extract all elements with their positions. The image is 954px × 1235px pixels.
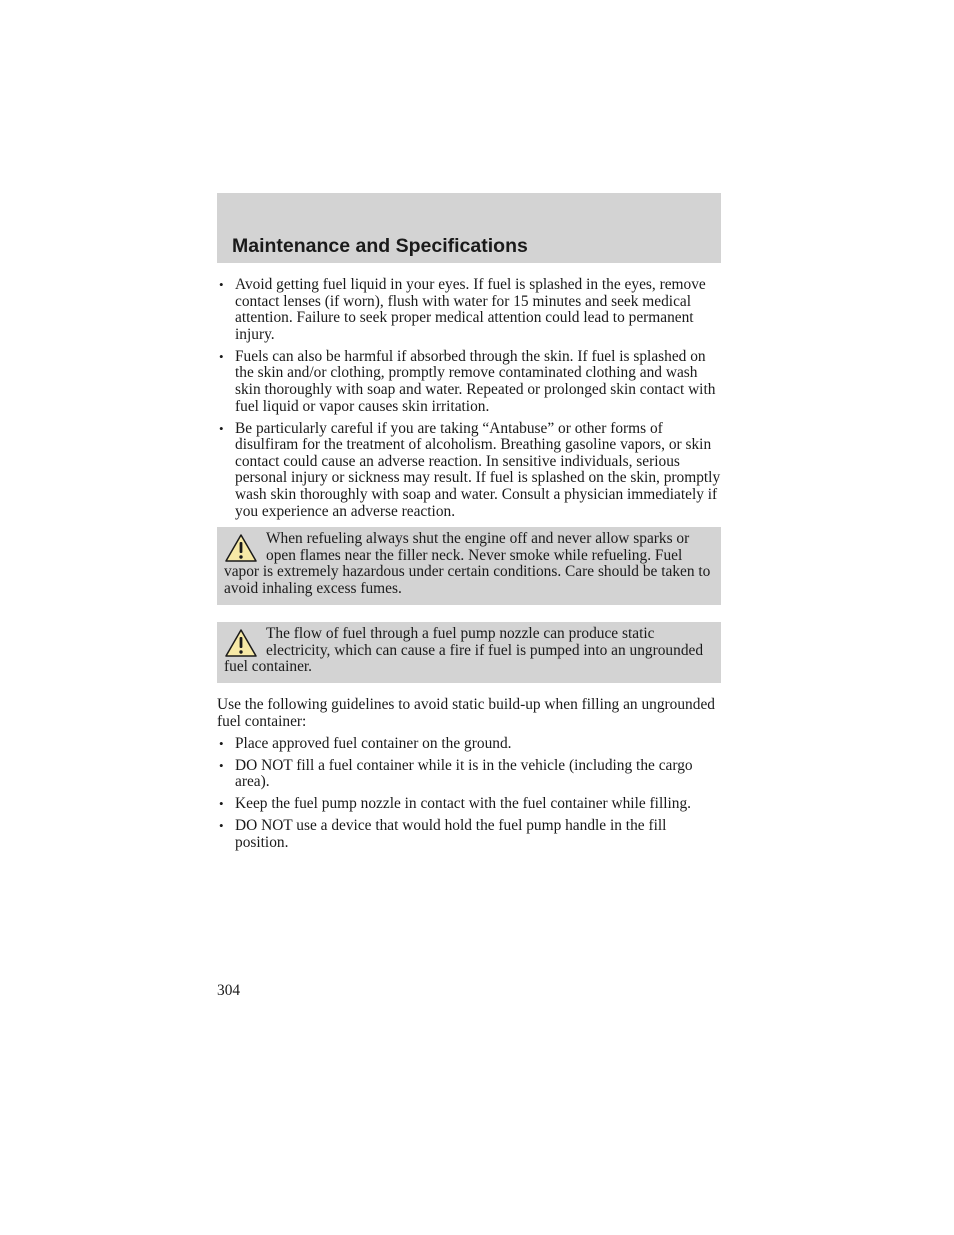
warning-box-static bbox=[217, 622, 721, 683]
list-item bbox=[217, 818, 721, 851]
bullet-list-bottom bbox=[217, 736, 721, 852]
bullet-glyph: • bbox=[219, 796, 224, 812]
list-item bbox=[217, 796, 721, 813]
bullet-glyph: • bbox=[219, 818, 224, 834]
list-item bbox=[217, 736, 721, 753]
section-header-band bbox=[217, 193, 721, 263]
section-title: Maintenance and Specifications bbox=[232, 235, 528, 257]
bullet-list-top bbox=[217, 277, 721, 520]
warning-text: The flow of fuel through a fuel pump nozzle can produce static electricity, which can cause a fire if fuel is pumped into an ungrounded fuel container. bbox=[224, 625, 704, 676]
list-item bbox=[217, 421, 721, 521]
warning-triangle-icon bbox=[224, 628, 258, 658]
page-number: 304 bbox=[217, 982, 241, 999]
list-item-text: DO NOT use a device that would hold the fuel pump handle in the fill position. bbox=[235, 817, 667, 851]
warning-box-refueling bbox=[217, 527, 721, 605]
list-item-text: Place approved fuel container on the ground. bbox=[235, 734, 512, 752]
list-item-text: Keep the fuel pump nozzle in contact with the fuel container while filling. bbox=[235, 795, 692, 813]
bullet-glyph: • bbox=[219, 420, 224, 436]
bullet-glyph: • bbox=[219, 348, 224, 364]
list-item-text: Be particularly careful if you are taking “Antabuse” or other forms of disulfiram for the treatment of alcoholism. Breathing gasoline vapors, or skin contact could cause an adverse reaction. In sensitive individuals, serious personal injury or sickness may result. If fuel is splashed on the skin, promptly wash skin thoroughly with soap and water. Consult a physician immediately if you experience an adverse reaction. bbox=[235, 419, 721, 520]
bullet-glyph: • bbox=[219, 277, 224, 292]
list-item bbox=[217, 349, 721, 415]
warning-text: When refueling always shut the engine off and never allow sparks or open flames near the filler neck. Never smoke while refueling. Fuel vapor is extremely hazardous under certain conditions. Care should be taken to avoid inhaling excess fumes. bbox=[224, 530, 711, 597]
guidelines-intro bbox=[217, 697, 721, 730]
intro-text: Use the following guidelines to avoid static build-up when filling an ungrounded fuel container: bbox=[217, 696, 715, 730]
list-item bbox=[217, 277, 721, 343]
page-content bbox=[217, 277, 721, 857]
bullet-glyph: • bbox=[219, 735, 224, 751]
list-item-text: Fuels can also be harmful if absorbed through the skin. If fuel is splashed on the skin and/or clothing, promptly remove contaminated clothing and wash skin thoroughly with soap and water. Repeated or prolonged skin contact with fuel liquid or vapor causes skin irritation. bbox=[235, 347, 716, 415]
list-item-text: Avoid getting fuel liquid in your eyes. If fuel is splashed in the eyes, remove contact lenses (if worn), flush with water for 15 minutes and seek medical attention. Failure to seek proper medical attention could lead to permanent injury. bbox=[235, 276, 706, 343]
warning-triangle-icon bbox=[224, 533, 258, 563]
list-item-text: DO NOT fill a fuel container while it is in the vehicle (including the cargo area). bbox=[235, 756, 693, 791]
list-item bbox=[217, 758, 721, 791]
bullet-glyph: • bbox=[219, 757, 224, 773]
